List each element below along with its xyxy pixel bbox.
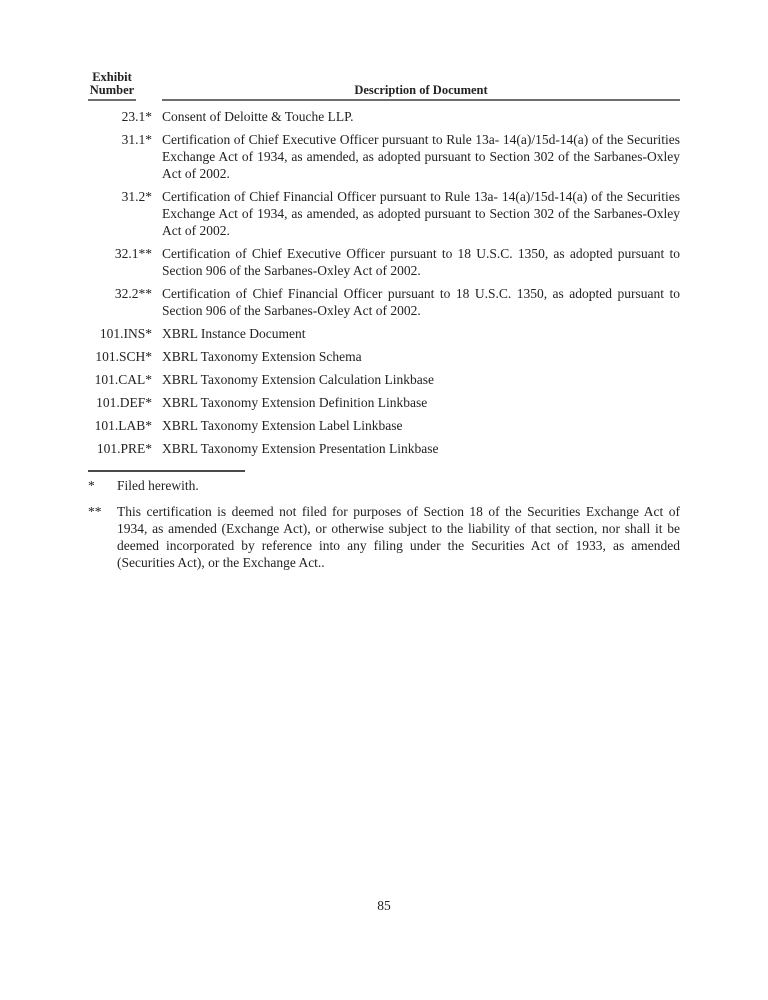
table-row xyxy=(88,131,680,182)
exhibit-number: 101.INS* xyxy=(99,326,152,341)
exhibit-number: 23.1* xyxy=(121,109,152,124)
table-row xyxy=(88,325,680,342)
table-row xyxy=(88,348,680,365)
footnote xyxy=(88,503,680,571)
exhibit-number-header-line1: Exhibit xyxy=(92,70,132,84)
exhibit-number: 32.1** xyxy=(114,246,152,261)
exhibit-table-header xyxy=(88,71,680,101)
footnote-text: This certification is deemed not filed for purposes of Section 18 of the Securities Exchange Act of 1934, as amended (Exchange Act), or otherwise subject to the liability of that section, nor shall it be deemed incorporated by reference into any filing under the Securities Act of 1933, as amended (Securities Act), or the Exchange Act.. xyxy=(117,504,680,570)
description-header-label: Description of Document xyxy=(354,83,488,97)
table-row xyxy=(88,188,680,239)
exhibit-description: Certification of Chief Executive Officer pursuant to 18 U.S.C. 1350, as adopted pursuant to Section 906 of the Sarbanes-Oxley Act of 2002. xyxy=(162,246,680,278)
exhibit-description: Certification of Chief Executive Officer pursuant to Rule 13a- 14(a)/15d-14(a) of the Securities Exchange Act of 1934, as amended, as adopted pursuant to Section 302 of the Sarbanes-Oxley Act of 2002. xyxy=(162,132,680,181)
exhibit-number: 31.1* xyxy=(121,132,152,147)
exhibit-description: XBRL Taxonomy Extension Calculation Linkbase xyxy=(162,372,435,387)
description-header xyxy=(162,71,680,101)
table-row xyxy=(88,245,680,279)
table-row xyxy=(88,285,680,319)
page-number: 85 xyxy=(377,898,391,913)
exhibit-number: 101.SCH* xyxy=(95,349,152,364)
exhibit-description: XBRL Taxonomy Extension Presentation Linkbase xyxy=(162,441,439,456)
footnote-marker: * xyxy=(88,478,95,493)
exhibit-description: Certification of Chief Financial Officer pursuant to Rule 13a- 14(a)/15d-14(a) of the Securities Exchange Act of 1934, as amended, as adopted pursuant to Section 302 of the Sarbanes-Oxley Act of 2002. xyxy=(162,189,680,238)
exhibit-description: XBRL Instance Document xyxy=(162,326,306,341)
footnote-divider xyxy=(88,470,245,472)
table-row xyxy=(88,108,680,125)
table-row xyxy=(88,371,680,388)
footnote-text: Filed herewith. xyxy=(117,478,199,493)
exhibit-number: 31.2* xyxy=(121,189,152,204)
exhibit-index xyxy=(88,71,680,580)
exhibit-number: 101.DEF* xyxy=(96,395,152,410)
exhibit-number: 101.CAL* xyxy=(94,372,152,387)
exhibit-number: 101.LAB* xyxy=(94,418,152,433)
table-row xyxy=(88,440,680,457)
table-row xyxy=(88,417,680,434)
footnote-marker: ** xyxy=(88,504,102,519)
exhibit-description: XBRL Taxonomy Extension Label Linkbase xyxy=(162,418,403,433)
exhibit-description: XBRL Taxonomy Extension Schema xyxy=(162,349,362,364)
exhibit-description: XBRL Taxonomy Extension Definition Linkbase xyxy=(162,395,428,410)
exhibit-description: Consent of Deloitte & Touche LLP. xyxy=(162,109,354,124)
footnote xyxy=(88,477,680,494)
table-row xyxy=(88,394,680,411)
exhibit-number-header xyxy=(88,71,152,101)
exhibit-number: 32.2** xyxy=(114,286,152,301)
exhibit-description: Certification of Chief Financial Officer pursuant to 18 U.S.C. 1350, as adopted pursuant to Section 906 of the Sarbanes-Oxley Act of 2002. xyxy=(162,286,680,318)
exhibit-number: 101.PRE* xyxy=(96,441,152,456)
exhibit-number-header-line2: Number xyxy=(89,83,135,97)
